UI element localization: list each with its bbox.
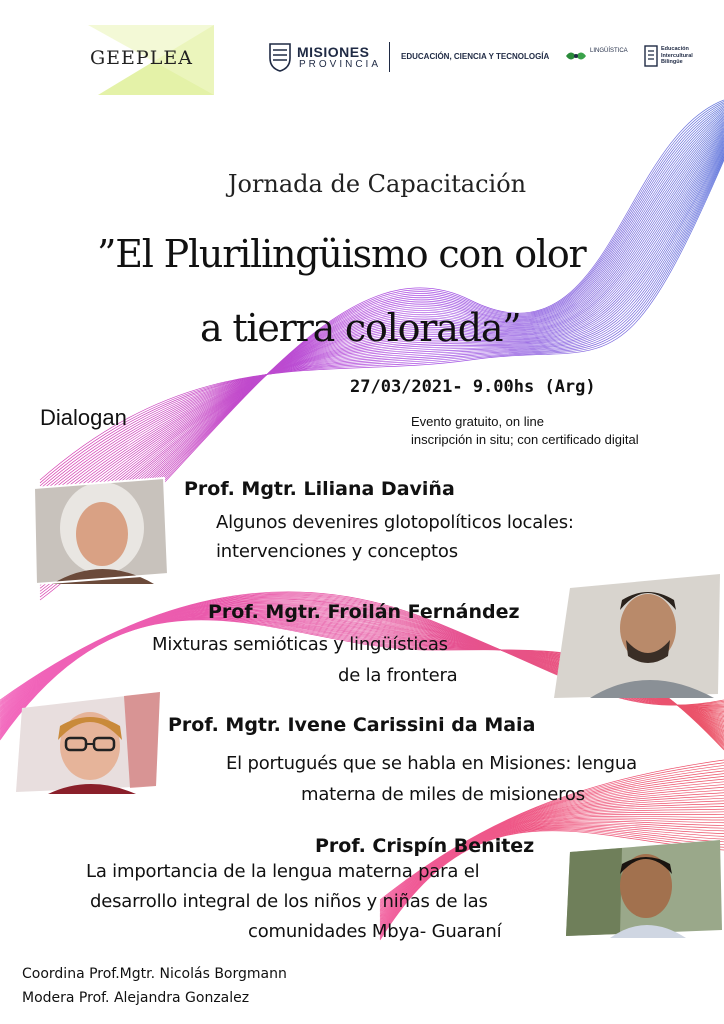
header-divider	[389, 42, 390, 72]
speaker-name-davina: Prof. Mgtr. Liliana Daviña	[184, 478, 455, 500]
speaker-name-benitez: Prof. Crispín Benitez	[315, 835, 535, 857]
event-title-line-2: a tierra colorada”	[200, 306, 521, 350]
linguistica-leaf-icon	[564, 47, 588, 65]
province-shield-icon	[268, 42, 292, 72]
speaker-topic-benitez-line-3: comunidades Mbya- Guaraní	[248, 921, 502, 942]
speaker-topic-fernandez-line-2: de la frontera	[338, 665, 458, 686]
speaker-topic-benitez-line-1: La importancia de la lengua materna para el	[86, 861, 480, 882]
speaker-topic-carissini-line-1: El portugués que se habla en Misiones: lengua	[226, 753, 637, 774]
event-info-line-1: Evento gratuito, on line	[411, 414, 544, 429]
speaker-photo-benitez	[562, 838, 724, 938]
event-info-line-2: inscripción in situ; con certificado digital	[411, 432, 639, 447]
event-date: 27/03/2021- 9.00hs (Arg)	[350, 377, 596, 397]
speaker-topic-davina-line-2: intervenciones y conceptos	[216, 541, 458, 562]
speaker-topic-benitez-line-2: desarrollo integral de los niños y niñas de las	[90, 891, 488, 912]
geeplea-logo	[88, 25, 214, 95]
province-subtitle: PROVINCIA	[299, 59, 382, 70]
geeplea-logo-text: GEEPLEA	[90, 47, 193, 69]
speaker-topic-carissini-line-2: materna de miles de misioneros	[301, 784, 585, 805]
ministry-name: EDUCACIÓN, CIENCIA Y TECNOLOGÍA	[401, 52, 550, 61]
speaker-photo-davina	[28, 476, 170, 586]
government-header	[268, 42, 708, 74]
speaker-name-carissini: Prof. Mgtr. Ivene Carissini da Maia	[168, 714, 536, 736]
speaker-topic-fernandez-line-1: Mixturas semióticas y lingüísticas	[152, 634, 448, 655]
event-title-line-1: ”El Plurilingüismo con olor	[97, 232, 586, 276]
eib-book-icon	[644, 45, 658, 67]
eib-label: Educación Intercultural Bilingüe	[661, 46, 693, 65]
province-name: MISIONES	[297, 44, 370, 60]
linguistica-label: LINGÜÍSTICA	[590, 48, 628, 54]
speaker-photo-fernandez	[550, 570, 724, 700]
speaker-topic-davina-line-1: Algunos devenires glotopolíticos locales:	[216, 512, 574, 533]
speaker-name-fernandez: Prof. Mgtr. Froilán Fernández	[208, 601, 520, 623]
footer-coordina: Coordina Prof.Mgtr. Nicolás Borgmann	[22, 966, 287, 982]
footer-modera: Modera Prof. Alejandra Gonzalez	[22, 990, 250, 1006]
speaker-photo-carissini	[14, 690, 164, 794]
event-subtitle: Jornada de Capacitación	[227, 170, 527, 198]
dialogan-label: Dialogan	[40, 405, 127, 430]
